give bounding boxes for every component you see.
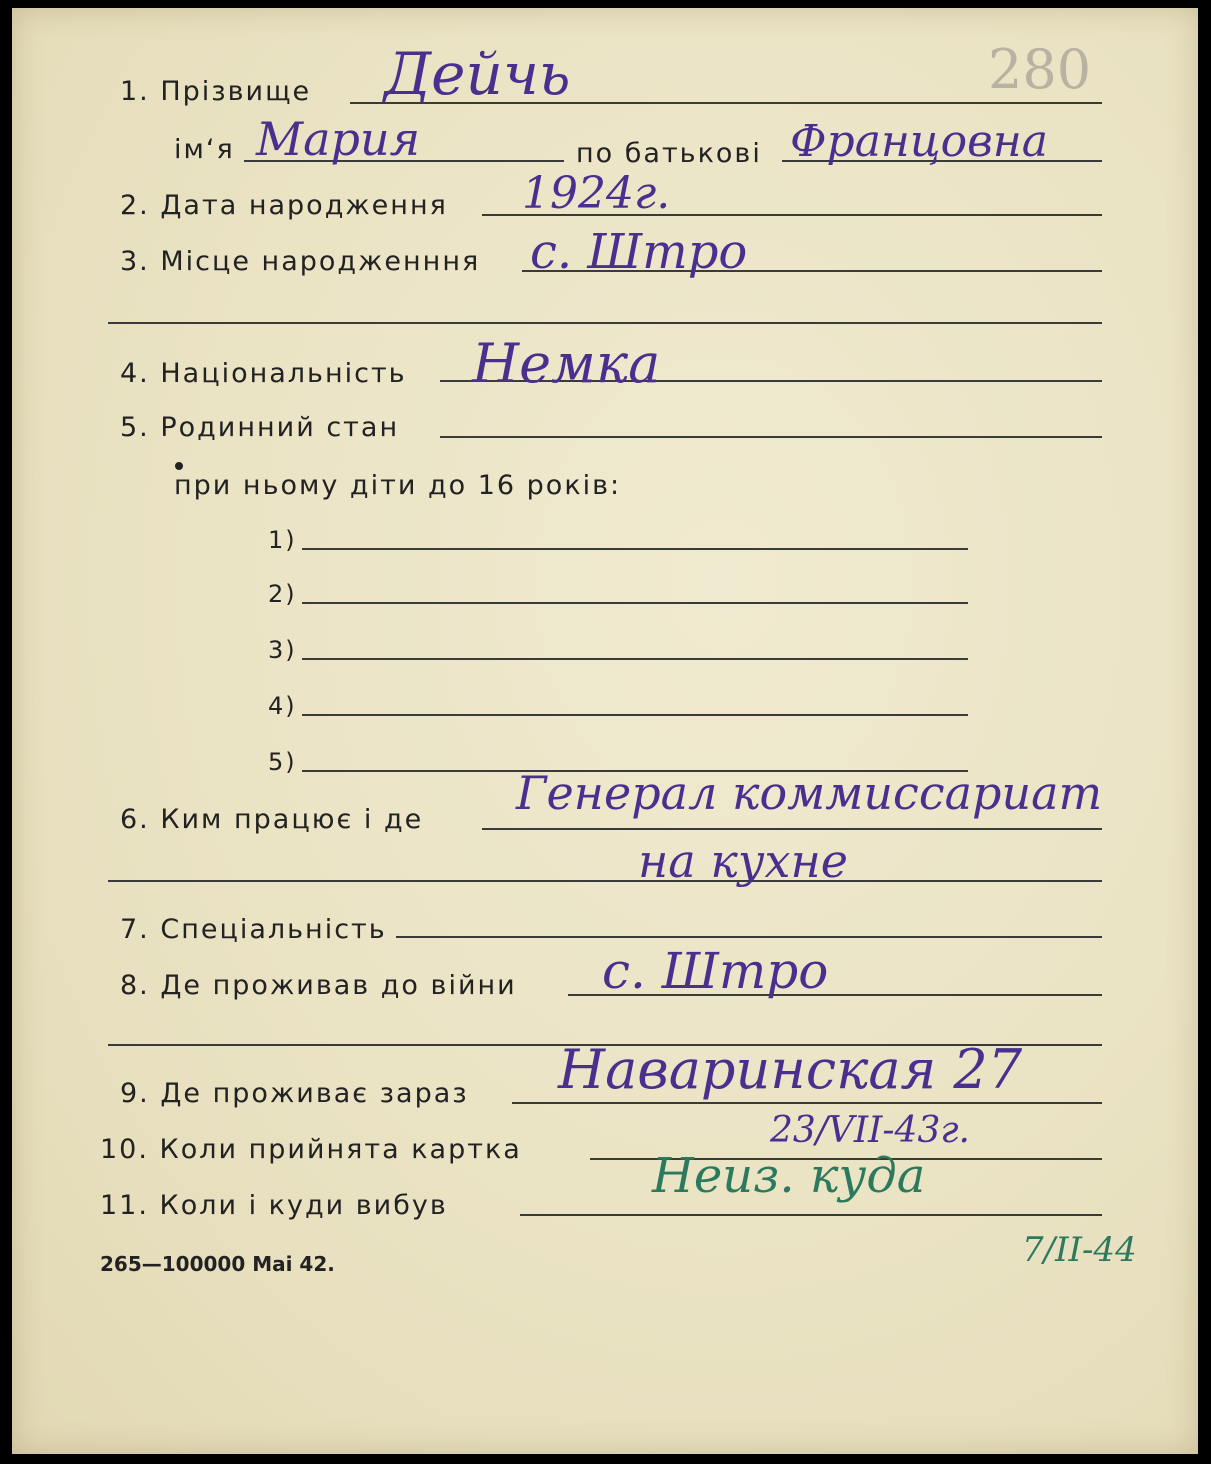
specialty-label: 7. Спеціальність: [120, 914, 387, 945]
departure-line: [520, 1214, 1102, 1216]
nationality-value: Немка: [472, 332, 661, 395]
child-line-3: [302, 658, 968, 660]
departure-label: 11. Коли і куди вибув: [100, 1190, 448, 1221]
surname-label: 1. Прізвище: [120, 76, 312, 107]
child-number-3: 3): [268, 636, 297, 664]
surname-value: Дейчь: [384, 40, 571, 108]
child-line-4: [302, 714, 968, 716]
card-number: 280: [988, 38, 1092, 101]
first-name-value: Мария: [256, 112, 421, 166]
current-residence-line: [512, 1102, 1102, 1104]
departure-value: Неиз. куда: [652, 1148, 926, 1204]
marital-status-label: 5. Родинний стан: [120, 412, 400, 443]
child-number-4: 4): [268, 692, 297, 720]
current-residence-label: 9. Де проживає зараз: [120, 1078, 469, 1109]
departure-date-value: 7/II-44: [1022, 1230, 1137, 1270]
specialty-line: [396, 936, 1102, 938]
first-name-label: ім‘я: [174, 134, 235, 165]
birth-date-value: 1924г.: [522, 168, 671, 219]
work-value-line1: Генерал коммиссариат: [516, 766, 1103, 820]
marital-status-line: [440, 436, 1102, 438]
patronymic-label: по батькові: [576, 138, 762, 169]
registration-card: [12, 8, 1198, 1454]
nationality-label: 4. Національність: [120, 358, 407, 389]
child-number-2: 2): [268, 580, 297, 608]
children-label: при ньому діти до 16 років:: [174, 470, 622, 501]
child-line-2: [302, 602, 968, 604]
birth-place-label: 3. Місце народженння: [120, 246, 481, 277]
child-line-1: [302, 548, 968, 550]
work-line: [482, 828, 1102, 830]
work-label: 6. Ким працює і де: [120, 804, 424, 835]
ink-dot: [175, 462, 183, 470]
card-accepted-value: 23/VII-43г.: [770, 1110, 970, 1151]
birth-place-line-2: [108, 322, 1102, 324]
print-info: 265—100000 Mai 42.: [100, 1252, 335, 1276]
work-value-line2: на кухне: [638, 834, 848, 888]
birth-place-value: с. Штро: [530, 224, 748, 280]
prewar-residence-value: с. Штро: [602, 942, 829, 1000]
birth-date-label: 2. Дата народження: [120, 190, 448, 221]
child-number-5: 5): [268, 748, 297, 776]
card-accepted-label: 10. Коли прийнята картка: [100, 1134, 522, 1165]
child-number-1: 1): [268, 526, 297, 554]
prewar-residence-label: 8. Де проживав до війни: [120, 970, 517, 1001]
work-line-2: [108, 880, 1102, 882]
patronymic-value: Францовна: [790, 116, 1048, 167]
current-residence-value: Наваринская 27: [558, 1038, 1023, 1101]
